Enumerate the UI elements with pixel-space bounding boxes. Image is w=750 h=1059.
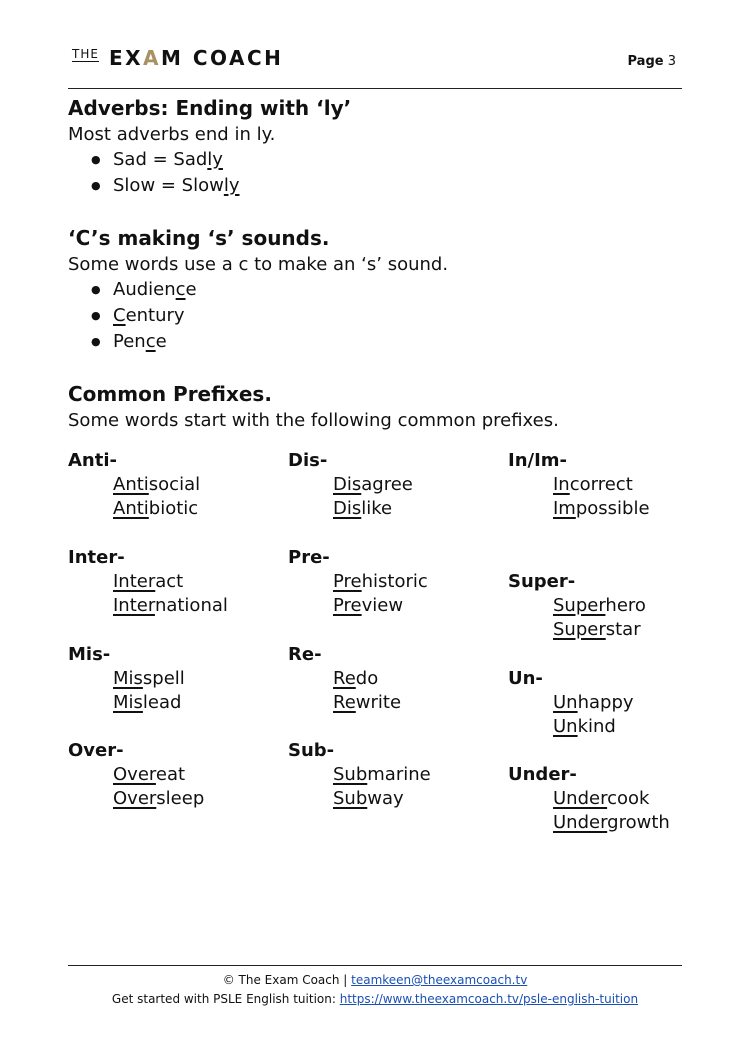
page-number <box>628 54 677 69</box>
prefix-word: Undergrowth <box>553 812 670 833</box>
prefix-word: Rewrite <box>333 692 402 713</box>
footer-line-tuition <box>68 991 682 1007</box>
section-intro: Some words use a c to make an ‘s’ sound. <box>68 254 449 275</box>
section-title: Common Prefixes. <box>68 382 272 406</box>
list-item: ● Century <box>113 303 682 329</box>
prefix-title: Re- <box>288 644 322 665</box>
email-link[interactable]: teamkeen@theexamcoach.tv <box>351 973 528 987</box>
prefix-word: Unhappy <box>553 692 634 713</box>
prefix-title: Inter- <box>68 547 125 568</box>
section-intro: Some words start with the following common prefixes. <box>68 410 559 431</box>
prefix-word: Antibiotic <box>113 498 199 519</box>
prefix-word: Mislead <box>113 692 182 713</box>
logo-ex: EX <box>108 46 144 70</box>
main-content <box>68 93 682 457</box>
prefix-word: Overeat <box>113 764 186 785</box>
prefix-word: Oversleep <box>113 788 205 809</box>
prefix-title: Sub- <box>288 740 335 761</box>
logo-the: THE <box>72 47 99 61</box>
prefix-word: Antisocial <box>113 474 201 495</box>
prefix-word: Preview <box>333 595 404 616</box>
prefix-title: Over- <box>68 740 124 761</box>
prefix-title: Pre- <box>288 547 330 568</box>
prefix-title: Super- <box>508 571 576 592</box>
page-footer <box>68 965 682 1007</box>
exam-coach-logo <box>72 46 283 70</box>
logo-a: A <box>143 46 162 70</box>
example-list <box>68 277 682 355</box>
adverbs-section <box>68 93 682 199</box>
tuition-link[interactable]: https://www.theexamcoach.tv/psle-english-tuition <box>339 992 639 1006</box>
list-item: ● Pence <box>113 329 682 355</box>
prefix-word: International <box>113 595 228 616</box>
section-title: ‘C’s making ‘s’ sounds. <box>68 226 330 250</box>
prefix-word: Superstar <box>553 619 641 640</box>
prefix-word: Misspell <box>113 668 185 689</box>
prefix-word: Impossible <box>553 498 650 519</box>
logo-m-coach: M COACH <box>161 46 284 70</box>
prefix-title: Under- <box>508 764 577 785</box>
prefix-title: Mis- <box>68 644 111 665</box>
list-item: ● Sad = Sadly <box>113 147 682 173</box>
prefix-group <box>288 643 401 715</box>
page-label: Page <box>627 54 664 69</box>
prefix-group <box>68 449 200 521</box>
prefixes-section <box>68 379 682 433</box>
tuition-text: Get started with PSLE English tuition: <box>111 992 340 1006</box>
prefix-group <box>288 546 428 618</box>
prefix-title: Anti- <box>68 450 117 471</box>
prefix-group <box>288 739 431 811</box>
prefix-group <box>508 667 634 739</box>
prefix-group <box>68 643 185 715</box>
page-number-value: 3 <box>667 54 676 69</box>
section-title: Adverbs: Ending with ‘ly’ <box>68 96 352 120</box>
prefix-word: Dislike <box>333 498 393 519</box>
section-intro: Most adverbs end in ly. <box>68 124 276 145</box>
list-item: ● Audience <box>113 277 682 303</box>
prefix-group <box>508 763 670 835</box>
prefix-group <box>68 739 204 811</box>
prefix-group <box>68 546 228 618</box>
prefix-group <box>508 570 646 642</box>
prefix-group <box>508 449 650 521</box>
example-list <box>68 147 682 199</box>
footer-line-copyright <box>68 972 682 988</box>
prefix-word: Incorrect <box>553 474 633 495</box>
prefix-word: Unkind <box>553 716 616 737</box>
c-sounds-section <box>68 223 682 355</box>
prefix-group <box>288 449 413 521</box>
prefix-word: Disagree <box>333 474 413 495</box>
list-item: ● Slow = Slowly <box>113 173 682 199</box>
prefix-title: Dis- <box>288 450 328 471</box>
prefix-word: Redo <box>333 668 379 689</box>
page-header <box>68 44 682 89</box>
copyright-text: © The Exam Coach | <box>222 973 352 987</box>
prefix-title: In/Im- <box>508 450 568 471</box>
prefix-title: Un- <box>508 668 543 689</box>
prefix-word: Undercook <box>553 788 650 809</box>
prefix-word: Prehistoric <box>333 571 428 592</box>
prefix-word: Submarine <box>333 764 431 785</box>
prefix-word: Interact <box>113 571 184 592</box>
prefix-word: Superhero <box>553 595 646 616</box>
prefix-word: Subway <box>333 788 404 809</box>
